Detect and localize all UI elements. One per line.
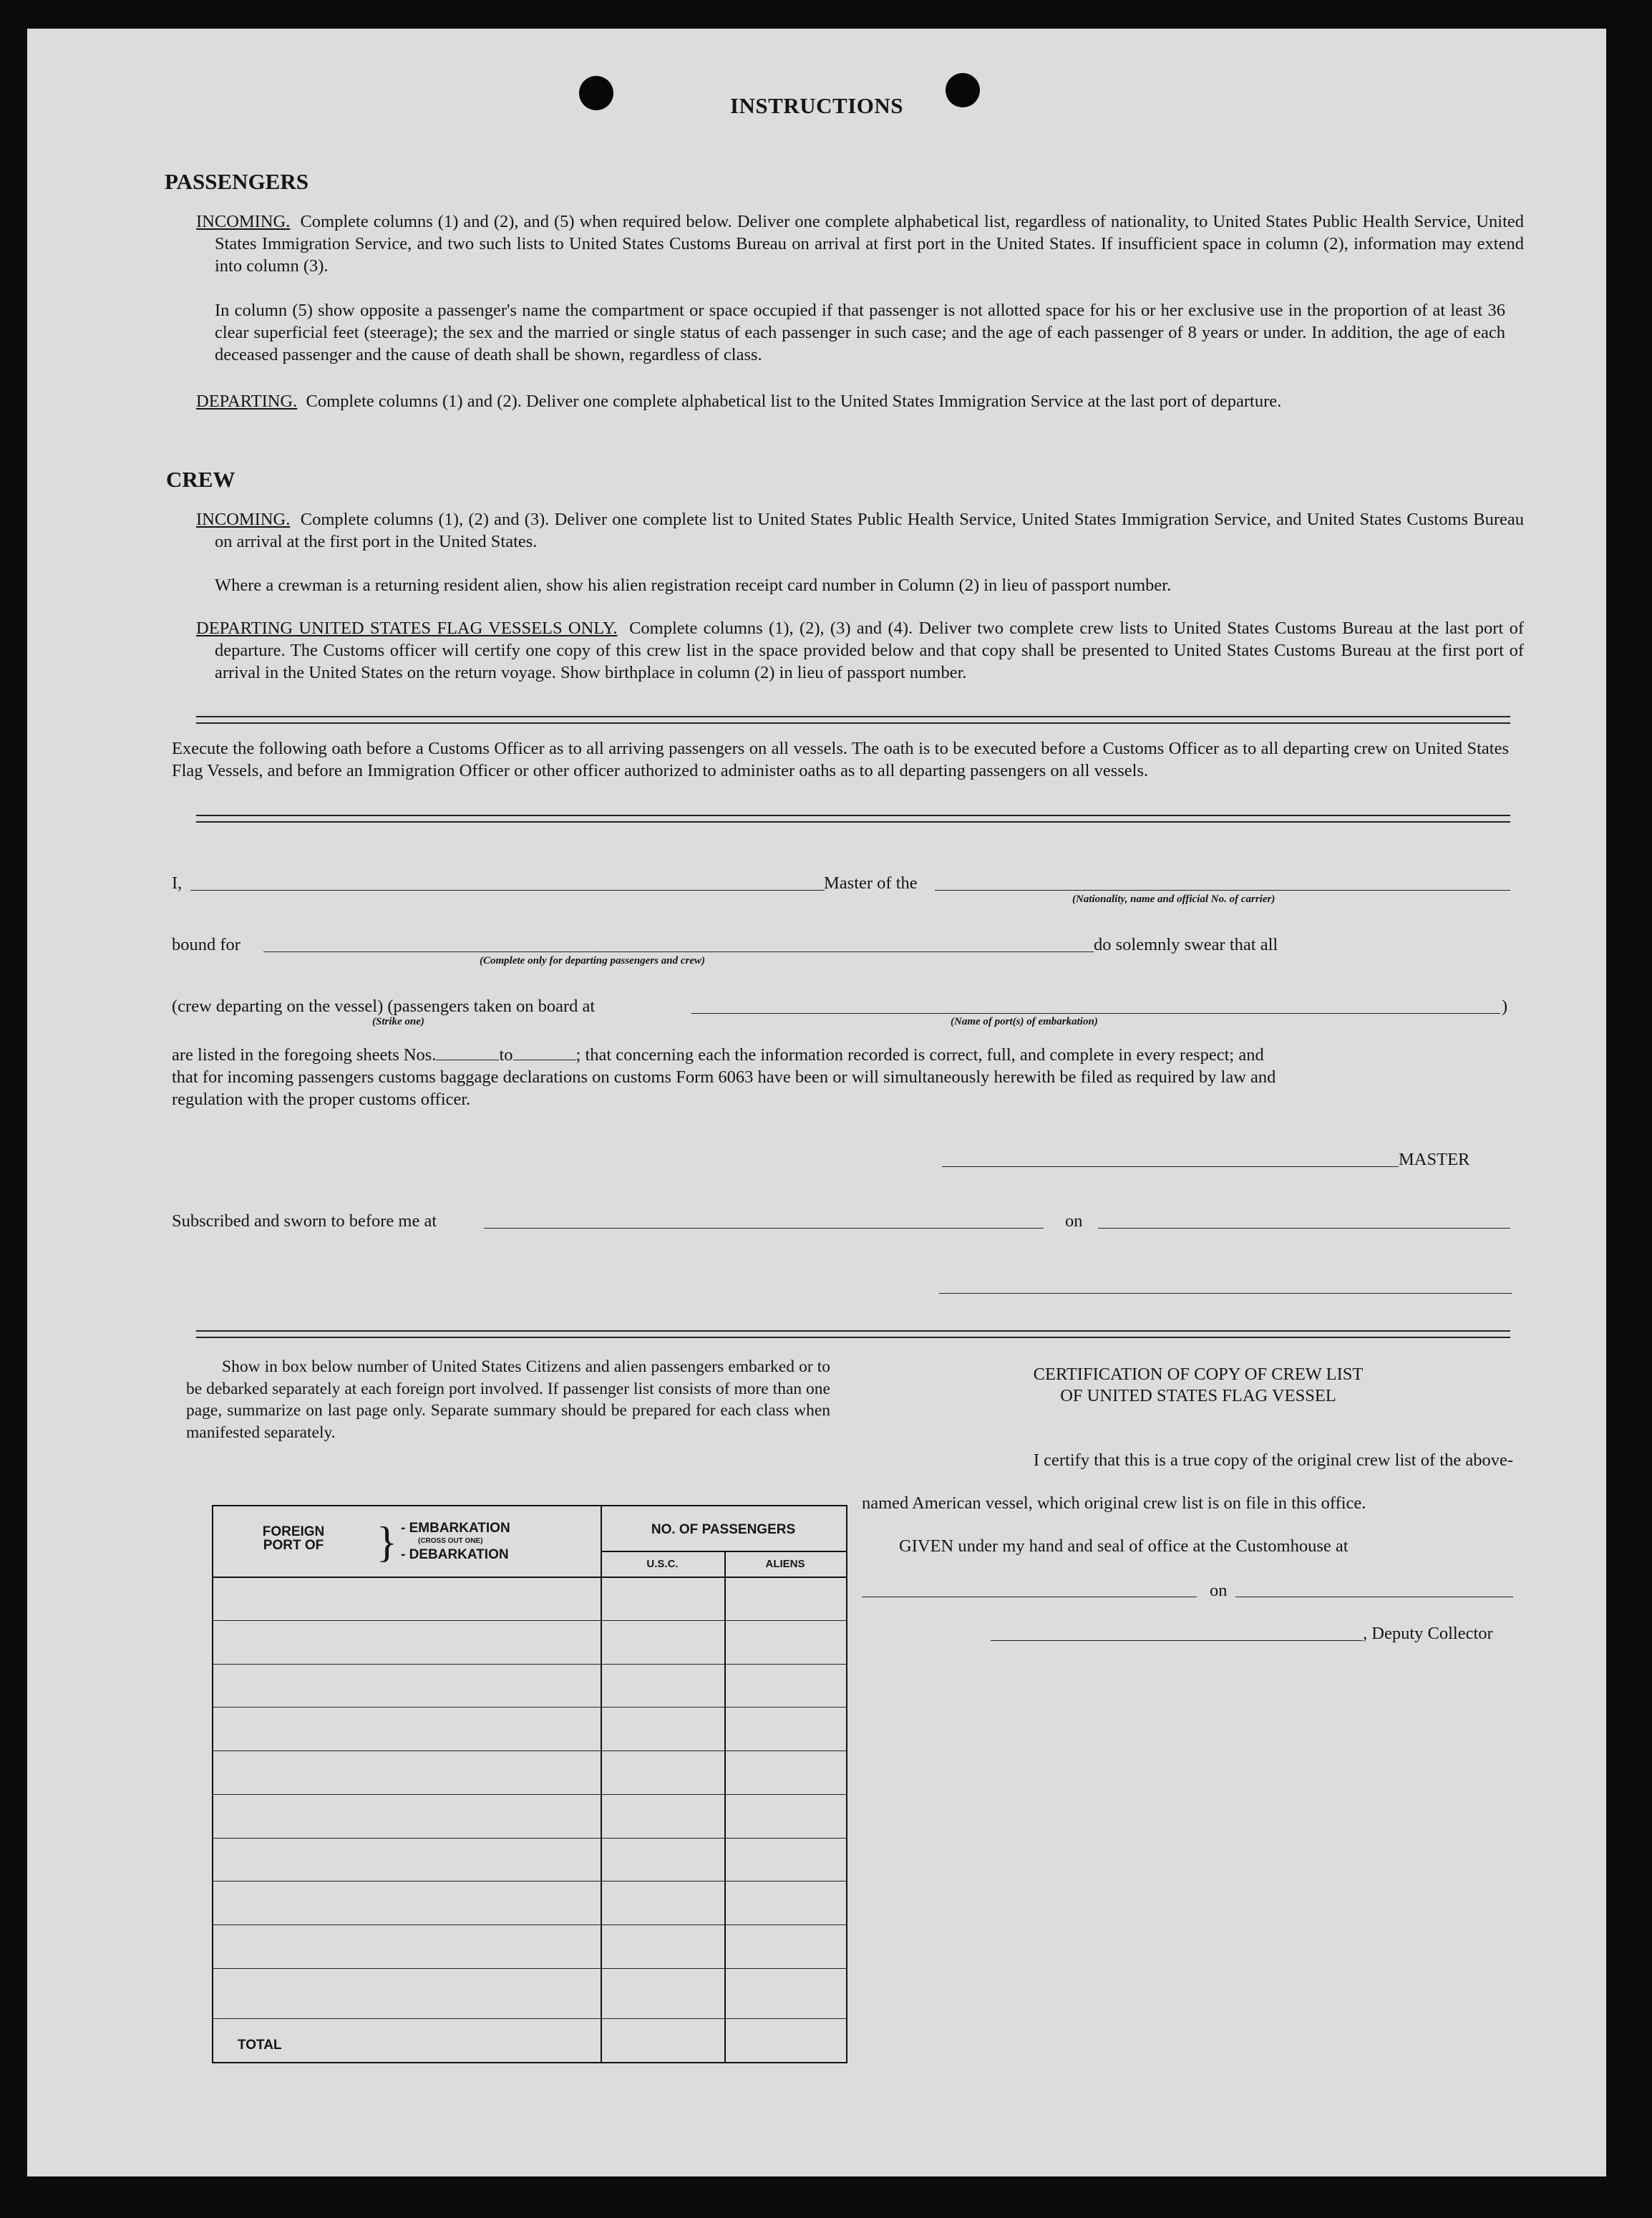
table-row — [213, 1924, 846, 1925]
subscribed-label: Subscribed and sworn to before me at — [172, 1211, 437, 1231]
passengers-incoming — [196, 210, 1524, 277]
table-row — [213, 1881, 846, 1882]
crew-departing — [196, 617, 1524, 684]
no-passengers-header: NO. OF PASSENGERS — [651, 1522, 796, 1537]
table-row — [213, 1750, 846, 1751]
crew-departing-text: (crew departing on the vessel) (passengers taken on board at — [172, 997, 596, 1016]
table-row — [213, 1664, 846, 1665]
listed-text-line2: that for incoming passengers customs baggage declarations on customs Form 6063 have been or will simultaneously herewith be filed as required by law and — [172, 1067, 1276, 1087]
port-caption: (Name of port(s) of embarkation) — [951, 1016, 1098, 1027]
deputy-signature-field[interactable] — [991, 1640, 1363, 1641]
carrier-field[interactable] — [935, 890, 1510, 891]
listed-text-start: are listed in the foregoing sheets Nos. — [172, 1045, 437, 1065]
table-row — [213, 1794, 846, 1795]
passengers-incoming-label: INCOMING. — [196, 212, 291, 231]
debarkation-header: - DEBARKATION — [401, 1547, 509, 1562]
crew-departing-text: Complete columns (1), (2), (3) and (4). Deliver two complete crew lists to United States Customs Bureau at the last port of departure. The Customs officer will certify one copy of this crew list in the space provided below and that copy shall be presented to United States Customs Bureau at the first port of arrival in the United States on the return voyage. Show birthplace in column (2) in lieu of passport number. — [215, 619, 1524, 682]
crew-incoming-label: INCOMING. — [196, 510, 291, 529]
certification-title-1: CERTIFICATION OF COPY OF CREW LIST — [1033, 1365, 1364, 1384]
passengers-departing-text: Complete columns (1) and (2). Deliver one complete alphabetical list to the United States Immigration Service at the last port of departure. — [306, 392, 1282, 411]
certification-line-3: GIVEN under my hand and seal of office at the Customhouse at — [899, 1536, 1349, 1556]
deputy-collector-label: , Deputy Collector — [1363, 1624, 1493, 1643]
form-page — [27, 29, 1606, 2176]
table-row — [213, 1838, 846, 1839]
usc-header: U.S.C. — [646, 1558, 679, 1570]
certification-line-1: I certify that this is a true copy of the original crew list of the above- — [1033, 1451, 1513, 1470]
subscribed-on-label: on — [1065, 1211, 1083, 1231]
officer-signature-field[interactable] — [939, 1293, 1512, 1294]
certification-line-2: named American vessel, which original crew list is on file in this office. — [862, 1493, 1366, 1513]
solemnly-swear-text: do solemnly swear that all — [1094, 935, 1278, 954]
subscribed-place-field[interactable] — [484, 1228, 1044, 1229]
crew-incoming — [196, 508, 1524, 553]
crew-resident-text: Where a crewman is a returning resident alien, show his alien registration receipt card number in Column (2) in lieu of passport number. — [215, 576, 1172, 595]
embarkation-header: - EMBARKATION — [401, 1521, 510, 1536]
divider — [196, 716, 1510, 724]
master-of-label: Master of the — [824, 873, 918, 893]
divider — [196, 815, 1510, 823]
page-title: INSTRUCTIONS — [729, 93, 903, 118]
passengers-departing — [196, 390, 1524, 412]
strike-one-caption: (Strike one) — [372, 1016, 424, 1027]
divider — [196, 1330, 1510, 1338]
close-paren: ) — [1502, 997, 1508, 1016]
oath-i-label: I, — [172, 873, 183, 893]
cross-out-note: (CROSS OUT ONE) — [418, 1537, 483, 1545]
listed-text-end: ; that concerning each the information recorded is correct, full, and complete in every respect; and — [575, 1045, 1264, 1065]
passengers-column5-text: In column (5) show opposite a passenger's name the compartment or space occupied if that passenger is not allotted space for his or her exclusive use in the proportion of at least 36 clear superficial feet (steerage); the sex and the married or single status of each passenger in such case; and the age of each passenger of 8 years or under. In addition, the age of each deceased passenger and the cause of death shall be shown, regardless of class. — [215, 301, 1505, 364]
master-signature-field[interactable] — [942, 1166, 1399, 1167]
passengers-departing-label: DEPARTING. — [196, 392, 298, 411]
foreign-port-header: FOREIGN PORT OF — [262, 1524, 325, 1553]
embarkation-port-field[interactable] — [691, 1013, 1500, 1014]
table-divider — [213, 1577, 846, 1578]
master-label: MASTER — [1399, 1150, 1470, 1169]
listed-text-line3: regulation with the proper customs officer. — [172, 1090, 471, 1109]
certification-on-label: on — [1210, 1581, 1228, 1600]
nationality-caption: (Nationality, name and official No. of carrier) — [1072, 894, 1276, 905]
aliens-header: ALIENS — [765, 1558, 805, 1570]
table-row — [213, 1620, 846, 1621]
table-divider — [601, 1506, 602, 2062]
oath-instruction: Execute the following oath before a Customs Officer as to all arriving passengers on all vessels. The oath is to be executed before a Customs Officer as to all departing crew on United States Flag Vessels, and before an Immigration Officer or other officer authorized to administer oaths as to all departing passengers on all vessels. — [172, 739, 1509, 780]
table-row — [213, 1968, 846, 1969]
table-divider — [724, 1551, 726, 2062]
bound-for-caption: (Complete only for departing passengers and crew) — [480, 955, 705, 967]
listed-text-line1 — [172, 1045, 1264, 1065]
table-divider — [601, 1551, 846, 1552]
bound-for-field[interactable] — [263, 951, 1094, 952]
crew-incoming-text: Complete columns (1), (2) and (3). Deliver one complete list to United States Public Health Service, United States Immigration Service, and United States Customs Bureau on arrival at the first port in the United States. — [215, 510, 1525, 551]
crew-heading: CREW — [166, 467, 235, 492]
subscribed-date-field[interactable] — [1098, 1228, 1510, 1229]
passenger-summary-table — [212, 1505, 847, 2063]
crew-departing-label: DEPARTING UNITED STATES FLAG VESSELS ONLY. — [196, 619, 618, 638]
certification-title-2: OF UNITED STATES FLAG VESSEL — [1060, 1386, 1336, 1405]
table-row — [213, 1707, 846, 1708]
summary-instruction: Show in box below number of United States Citizens and alien passengers embarked or to be debarked separately at each foreign port involved. If passenger list consists of more than one page, summarize on last page only. Separate summary should be prepared for each class when manifested separately. — [186, 1357, 830, 1442]
listed-to-label: to — [499, 1045, 513, 1065]
master-name-field[interactable] — [190, 890, 825, 891]
table-row — [213, 2018, 846, 2019]
brace-icon: } — [376, 1519, 397, 1566]
passengers-heading: PASSENGERS — [165, 169, 308, 194]
total-label: TOTAL — [238, 2038, 282, 2053]
bound-for-label: bound for — [172, 935, 240, 954]
passengers-incoming-text: Complete columns (1) and (2), and (5) when required below. Deliver one complete alphabetical list, regardless of nationality, to United States Public Health Service, United States Immigration Service, and two such lists to United States Customs Bureau on arrival at first port in the United States. If insufficient space in column (2), information may extend into column (3). — [215, 212, 1524, 276]
